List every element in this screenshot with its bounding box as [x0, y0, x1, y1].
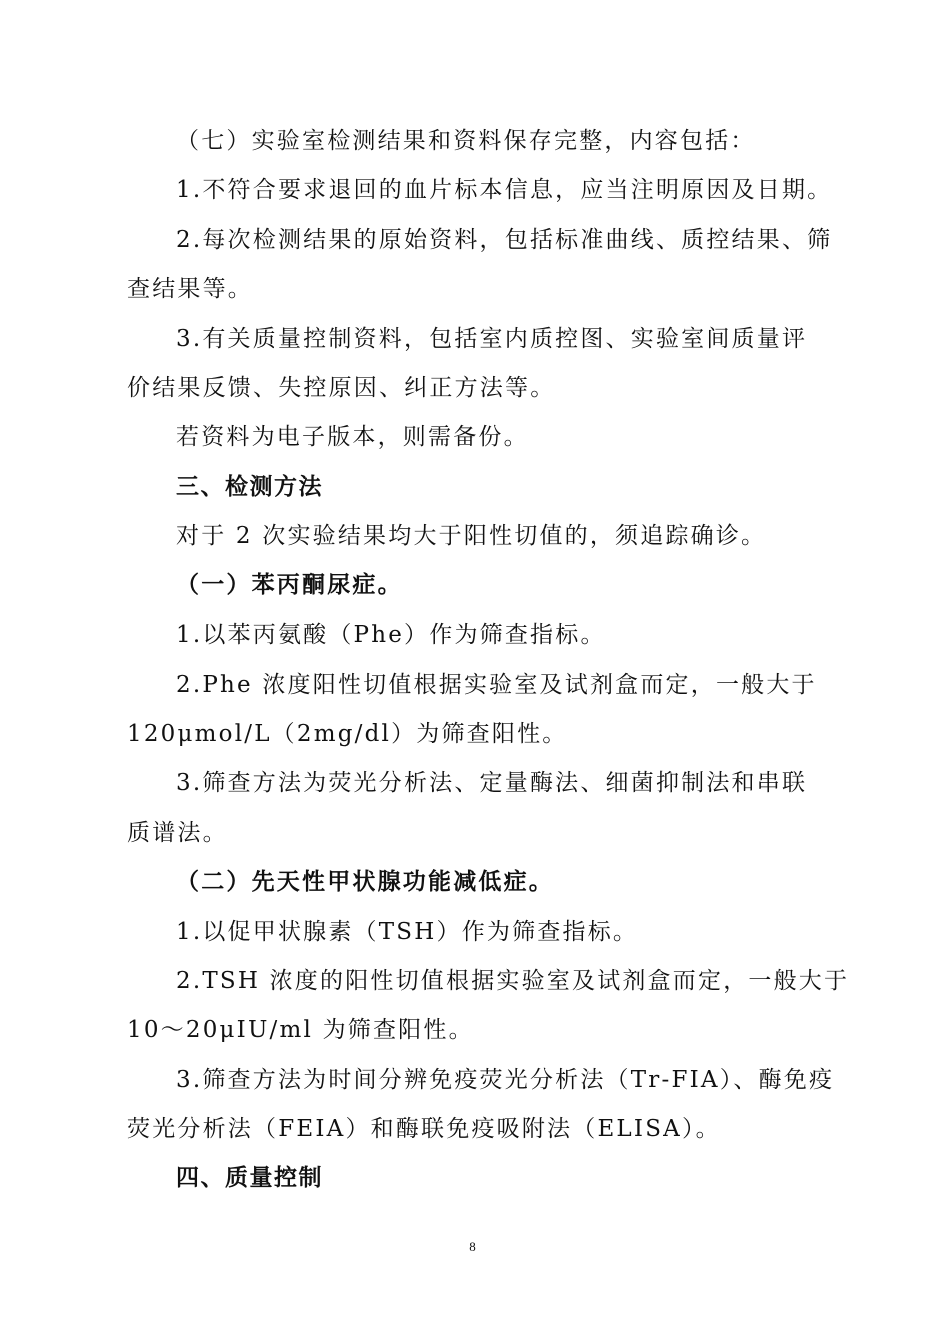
paragraph-line-10: 2.Phe 浓度阳性切值根据实验室及试剂盒而定，一般大于 [176, 672, 817, 698]
section-heading-4: 四、质量控制 [176, 1165, 323, 1191]
paragraph-line-7: 若资料为电子版本，则需备份。 [176, 424, 529, 450]
paragraph-line-5: 3.有关质量控制资料，包括室内质控图、实验室间质量评 [176, 326, 808, 352]
subsection-heading-2: （二）先天性甲状腺功能减低症。 [176, 868, 554, 895]
paragraph-line-3: 2.每次检测结果的原始资料，包括标准曲线、质控结果、筛 [176, 227, 833, 253]
paragraph-line-11: 120μmol/L（2mg/dl）为筛查阳性。 [127, 721, 568, 747]
paragraph-line-9: 1.以苯丙氨酸（Phe）作为筛查指标。 [176, 622, 606, 648]
section-heading-3: 三、检测方法 [176, 474, 323, 500]
subsection-heading-1: （一）苯丙酮尿症。 [176, 571, 403, 598]
paragraph-line-15: 2.TSH 浓度的阳性切值根据实验室及试剂盒而定，一般大于 [176, 968, 850, 994]
paragraph-line-18: 荧光分析法（FEIA）和酶联免疫吸附法（ELISA）。 [127, 1116, 721, 1142]
paragraph-line-17: 3.筛查方法为时间分辨免疫荧光分析法（Tr-FIA）、酶免疫 [176, 1067, 835, 1093]
paragraph-line-14: 1.以促甲状腺素（TSH）作为筛查指标。 [176, 919, 639, 945]
paragraph-line-6: 价结果反馈、失控原因、纠正方法等。 [127, 375, 556, 401]
paragraph-line-1: （七）实验室检测结果和资料保存完整，内容包括： [176, 128, 756, 154]
paragraph-line-2: 1.不符合要求退回的血片标本信息，应当注明原因及日期。 [176, 177, 833, 203]
paragraph-line-4: 查结果等。 [127, 276, 253, 302]
paragraph-line-16: 10～20μIU/ml 为筛查阳性。 [127, 1017, 474, 1043]
page-number: 8 [469, 1239, 476, 1254]
paragraph-line-13: 质谱法。 [127, 820, 228, 846]
paragraph-line-12: 3.筛查方法为荧光分析法、定量酶法、细菌抑制法和串联 [176, 770, 808, 796]
paragraph-line-8: 对于 2 次实验结果均大于阳性切值的，须追踪确诊。 [176, 523, 767, 549]
